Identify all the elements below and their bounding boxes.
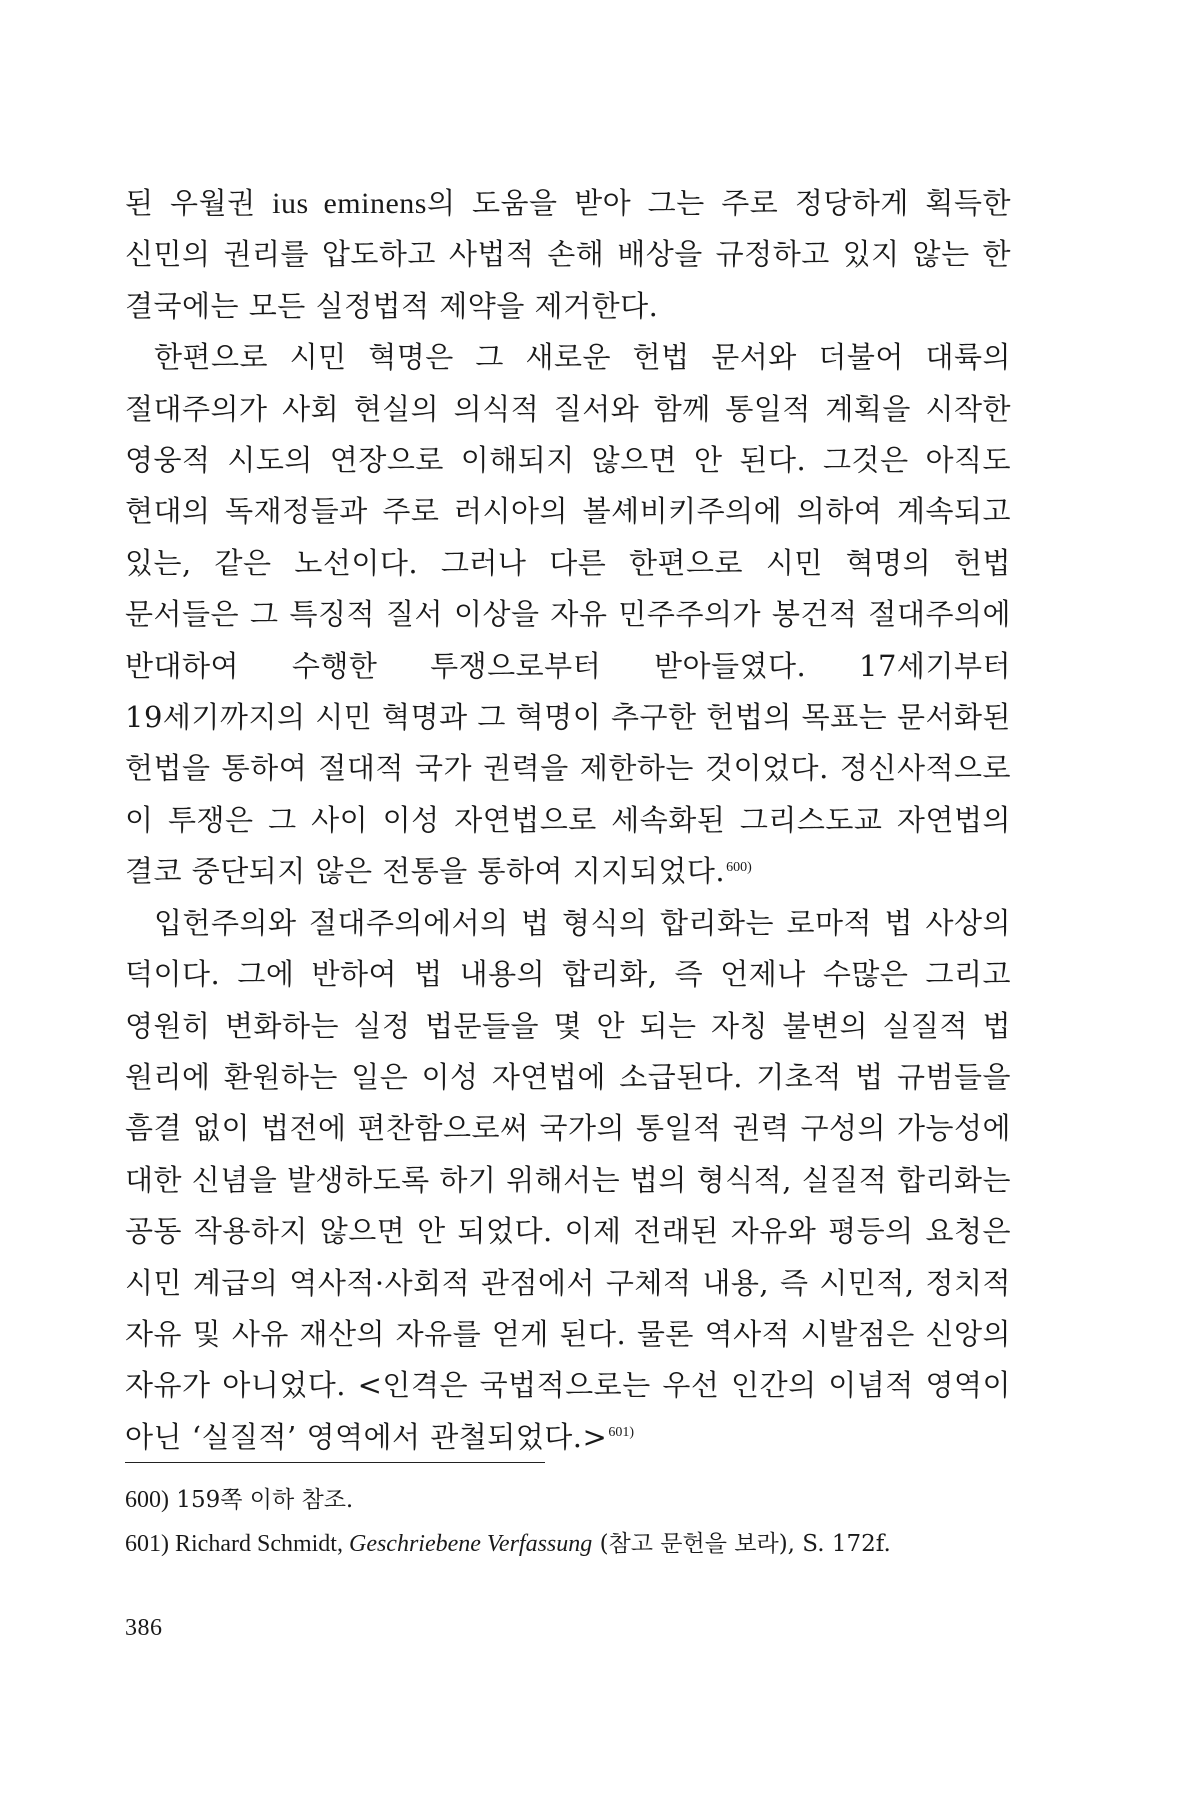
paragraph-1-start: 된 우월권 [125, 186, 273, 220]
body-text [125, 178, 1011, 1463]
latin-term: ius eminens [272, 187, 427, 220]
paragraph-3 [125, 898, 1011, 1463]
paragraph-1-rest: 의 도움을 받아 그는 주로 정당하게 획득한 신민의 권리를 압도하고 사법적 손해 배상을 규정하고 있지 않는 한 결국에는 모든 실정법적 제약을 제거한다. [125, 186, 1011, 323]
footnote-600 [125, 1478, 1011, 1522]
footnotes [125, 1478, 1011, 1566]
paragraph-3-text: 입헌주의와 절대주의에서의 법 형식의 합리화는 로마적 법 사상의 덕이다. 그에 반하여 법 내용의 합리화, 즉 언제나 수많은 그리고 영원히 변화하는 실정 법문들을 몇 안 되는 자칭 불변의 실질적 법 원리에 환원하는 일은 이성 자연법에 소급된다. 기초적 법 규범들을 흠결 없이 법전에 편찬함으로써 국가의 통일적 권력 구성의 가능성에 대한 신념을 발생하도록 하기 위해서는 법의 형식적, 실질적 합리화는 공동 작용하지 않으면 안 되었다. 이제 전래된 자유와 평등의 요청은 시민 계급의 역사적·사회적 관점에서 구체적 내용, 즉 시민적, 정치적 자유 및 사유 재산의 자유를 얻게 된다. 물론 역사적 시발점은 신앙의 자유가 아니었다. <인격은 국법적으로는 우선 인간의 이념적 영역이 아닌 ‘실질적’ 영역에서 관철되었다.> [125, 905, 1011, 1454]
paragraph-2-text: 한편으로 시민 혁명은 그 새로운 헌법 문서와 더불어 대륙의 절대주의가 사회 현실의 의식적 질서와 함께 통일적 계획을 시작한 영웅적 시도의 연장으로 이해되지 않으면 안 된다. 그것은 아직도 현대의 독재정들과 주로 러시아의 볼셰비키주의에 의하여 계속되고 있는, 같은 노선이다. 그러나 다른 한편으로 시민 혁명의 헌법 문서들은 그 특징적 질서 이상을 자유 민주주의가 봉건적 절대주의에 반대하여 수행한 투쟁으로부터 받아들였다. 17세기부터 19세기까지의 시민 혁명과 그 혁명이 추구한 헌법의 목표는 문서화된 헌법을 통하여 절대적 국가 권력을 제한하는 것이었다. 정신사적으로 이 투쟁은 그 사이 이성 자연법으로 세속화된 그리스도교 자연법의 결코 중단되지 않은 전통을 통하여 지지되었다. [125, 340, 1011, 889]
footnote-ref-600[interactable]: 600) [726, 859, 752, 875]
footnote-number: 600) [125, 1487, 169, 1513]
footnote-601 [125, 1522, 1011, 1566]
footnote-ref-601[interactable]: 601) [608, 1425, 634, 1441]
page-number: 386 [125, 1615, 163, 1641]
footnote-rest: (참고 문헌을 보라), S. 172f. [592, 1531, 891, 1557]
footnote-number: 601) [125, 1531, 169, 1557]
footnote-title: Geschriebene Verfassung [348, 1531, 593, 1557]
footnote-text: 159쪽 이하 참조. [169, 1487, 354, 1513]
footnote-divider [125, 1462, 545, 1463]
footnote-author: Richard Schmidt, [169, 1531, 349, 1557]
paragraph-1 [125, 178, 1011, 332]
paragraph-2 [125, 332, 1011, 897]
